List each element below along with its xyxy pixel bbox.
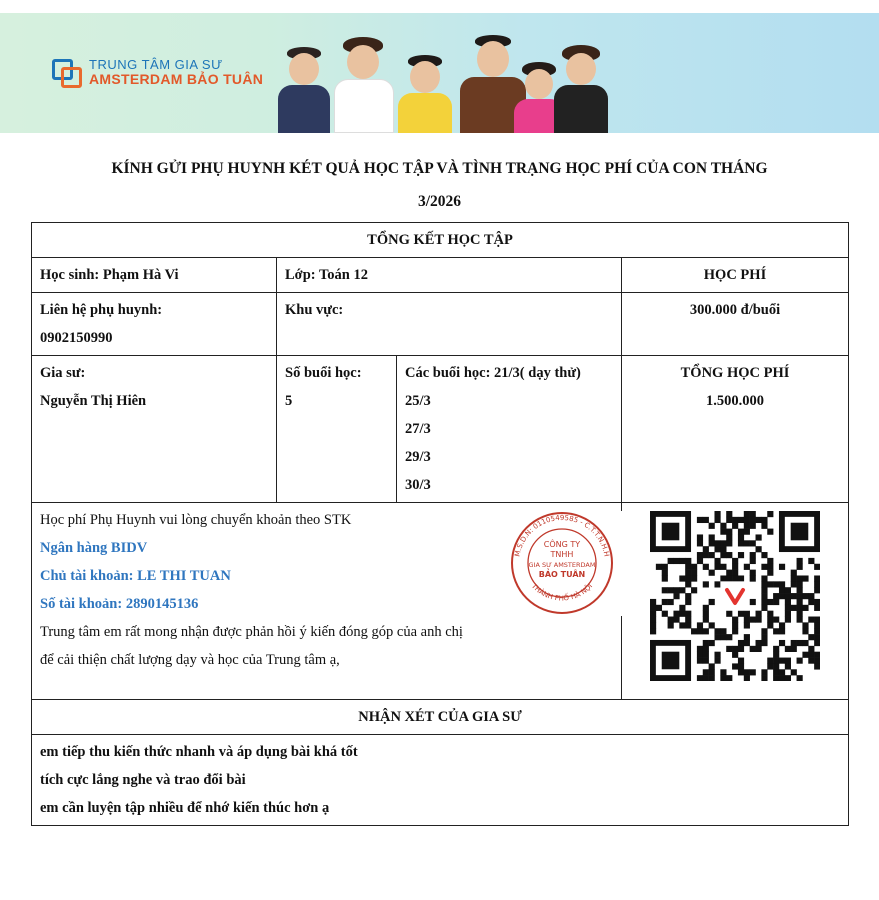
feedback-line: để cải thiện chất lượng dạy và học của Trung tâm ạ, — [40, 652, 340, 668]
logo-mark-icon — [52, 57, 82, 87]
sessions-label: Các buổi học: 21/3( dạy thử) — [405, 365, 581, 381]
session-date: 29/3 — [405, 449, 431, 465]
total-fee-label: TỔNG HỌC PHÍ — [680, 365, 790, 381]
total-fee-value: 1.500.000 — [706, 393, 764, 409]
report-month: 3/2026 — [417, 193, 462, 210]
parent-phone: 0902150990 — [40, 330, 113, 346]
payment-info — [32, 503, 622, 700]
tutor-label: Gia sư: — [40, 365, 86, 381]
comment-line: tích cực lắng nghe và trao đổi bài — [40, 772, 246, 788]
student-name: Học sinh: Phạm Hà Vi — [32, 258, 277, 293]
svg-text:TNHH: TNHH — [550, 550, 574, 559]
person-figure — [334, 37, 392, 133]
header-banner — [0, 13, 879, 133]
svg-text:THÀNH PHỐ HÀ NỘI: THÀNH PHỐ HÀ NỘI — [529, 582, 595, 603]
report-table — [31, 222, 849, 826]
payment-intro: Học phí Phụ Huynh vui lòng chuyển khoản theo STK — [40, 512, 352, 528]
sessions-count-label: Số buổi học: — [285, 365, 362, 381]
company-seal — [502, 511, 622, 616]
svg-text:GIA SƯ AMSTERDAM: GIA SƯ AMSTERDAM — [528, 561, 596, 569]
feedback-line: Trung tâm em rất mong nhận được phản hồi ý kiến đóng góp của anh chị — [40, 624, 463, 640]
sessions-count-value: 5 — [285, 393, 293, 409]
logo-line2: AMSTERDAM BẢO TUÂN — [89, 71, 264, 87]
session-date: 25/3 — [405, 393, 431, 409]
parent-contact-label: Liên hệ phụ huynh: — [40, 302, 163, 318]
person-figure — [398, 55, 452, 133]
center-logo — [52, 57, 263, 87]
bank-name: Ngân hàng BIDV — [40, 540, 148, 556]
fee-label: HỌC PHÍ — [622, 258, 849, 293]
qr-cell — [622, 503, 849, 700]
fee-value: 300.000 đ/buổi — [622, 293, 849, 356]
banner-people-photo — [270, 33, 610, 133]
svg-text:BẢO TUÂN: BẢO TUÂN — [538, 570, 586, 579]
logo-line1: TRUNG TÂM GIA SƯ — [89, 57, 223, 72]
area-label: Khu vực: — [277, 293, 622, 356]
svg-text:M.S.D.N: 0110549585 - C.T.T.N.: M.S.D.N: 0110549585 - C.T.T.N.H.H — [513, 513, 611, 558]
tutor-comments — [32, 735, 849, 826]
person-figure — [554, 45, 608, 133]
payment-qr-code — [650, 511, 820, 681]
session-dates — [397, 356, 622, 503]
account-holder: Chủ tài khoản: LE THI TUAN — [40, 568, 231, 584]
person-figure — [278, 47, 330, 133]
tutor — [32, 356, 277, 503]
comment-line: em cần luyện tập nhiều để nhớ kiến thúc hơn ạ — [40, 800, 330, 816]
parent-contact — [32, 293, 277, 356]
sessions-count — [277, 356, 397, 503]
account-number: Số tài khoản: 2890145136 — [40, 596, 199, 612]
session-date: 27/3 — [405, 421, 431, 437]
section-header-summary: TỔNG KẾT HỌC TẬP — [32, 223, 849, 258]
tutor-name: Nguyễn Thị Hiên — [40, 393, 147, 409]
class-name: Lớp: Toán 12 — [277, 258, 622, 293]
total-fee — [622, 356, 849, 503]
comment-line: em tiếp thu kiến thức nhanh và áp dụng bài khá tốt — [40, 744, 358, 760]
report-title: KÍNH GỬI PHỤ HUYNH KÉT QUẢ HỌC TẬP VÀ TÌNH TRẠNG HỌC PHÍ CỦA CON THÁNG — [111, 160, 768, 177]
session-date: 30/3 — [405, 477, 431, 493]
svg-text:CÔNG TY: CÔNG TY — [543, 540, 581, 549]
section-header-comments: NHẬN XÉT CỦA GIA SƯ — [32, 700, 849, 735]
